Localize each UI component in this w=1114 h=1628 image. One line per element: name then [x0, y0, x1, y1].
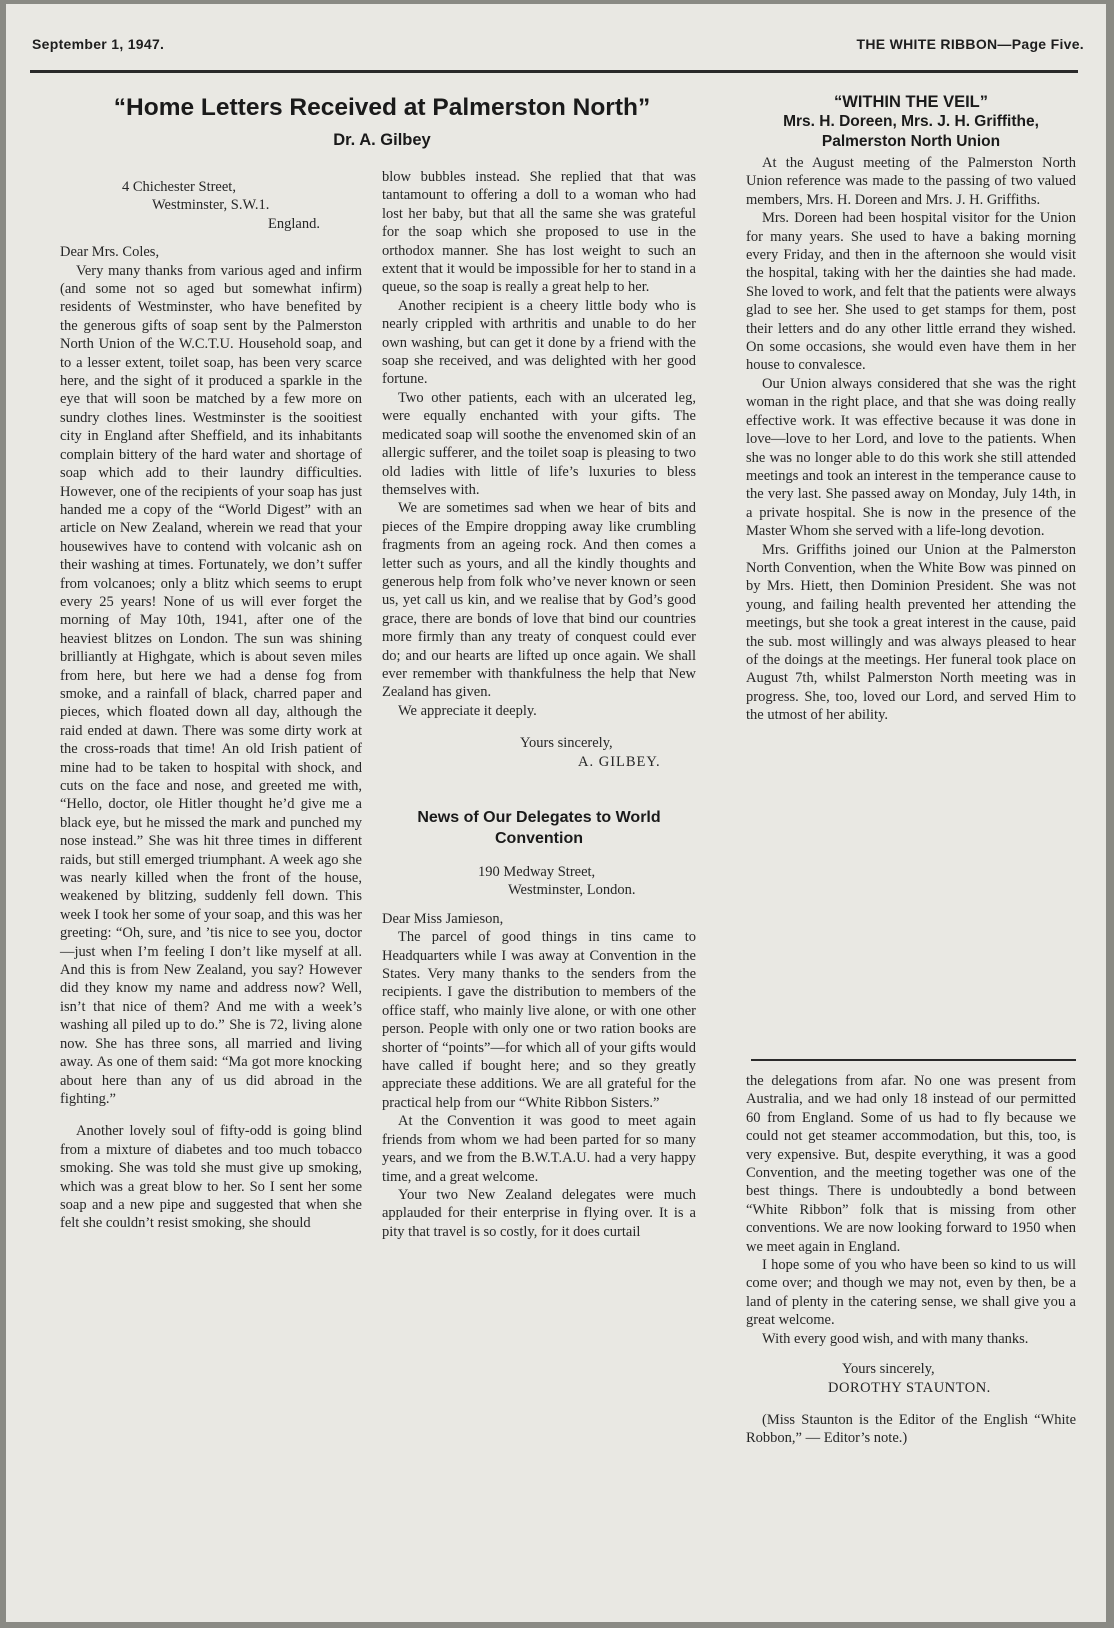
column-3: [746, 92, 1076, 725]
paragraph: Your two New Zealand delegates were much applauded for their enterprise in flying over. It is a pity that travel is so costly, for it does curtail: [382, 1186, 696, 1240]
paragraph: Mrs. Doreen had been hospital visitor for the Union for many years. She used to have a baking morning every Friday, and then in the afternoon she would visit the hospital, taking with her the dainties she had made. She loved to work, and felt that the patients were always glad to see her. She used to get stamps for them, post their letters and do any other little errand they wished. On some occasions, she would even have them in her house to convalesce.: [746, 210, 1076, 374]
paragraph: We appreciate it deeply.: [398, 702, 537, 719]
paragraph: Another lovely soul of fifty-odd is going blind from a mixture of diabetes and too much tobacco smoking. She was told she must give up smoking, which was a great blow to her. So I sent her some soap and a new pipe and suggested that when she felt she couldn’t resist smoking, she should: [60, 1123, 362, 1232]
page-header: THE WHITE RIBBON—Page Five.: [856, 36, 1084, 52]
paragraph: The parcel of good things in tins came to Headquarters while I was away at Convention in the States. Very many thanks to the senders from the recipients. I gave the distribution to members of the office staff, who mainly live alone, or with one other person. People with only one or two ration books are shorter of “points”—for which all of your gifts would have called if bought here; and so they greatly appreciate these additions. We are all grateful for the practical help from our “White Ribbon Sisters.”: [382, 929, 696, 1111]
signature: A. GILBEY.: [578, 753, 661, 770]
closing: Yours sincerely,: [842, 1361, 935, 1378]
paragraph: I hope some of you who have been so kind to us will come over; and though we may not, even by then, be a land of plenty in the catering sense, we shall give you a great welcome.: [746, 1257, 1076, 1329]
address-line: Westminster, S.W.1.: [152, 197, 270, 214]
newspaper-page: [6, 4, 1106, 1622]
editor-note: (Miss Staunton is the Editor of the English “White Robbon,” — Editor’s note.): [746, 1411, 1076, 1447]
address-line: England.: [268, 215, 320, 232]
article-subtitle: Mrs. H. Doreen, Mrs. J. H. Griffithe,: [783, 113, 1039, 130]
column-3-continued: [746, 1072, 1076, 1448]
paragraph: Very many thanks from various aged and infirm (and some not so aged but somewhat infirm) residents of Westminster, who have benefited by the generous gifts of soap sent by the Palmerston North Union of the W.C.T.U. Household soap, and to a lesser extent, toilet soap, has been very scarce here, and the sight of it produced a sparkle in the eye that will soon be matched by a few more on sundry clothes lines. Westminster is the sooitiest city in England after Sheffield, and its inhabitants complain bittery of the hard water and shortage of soap which add to their laundry difficulties. However, one of the recipients of your soap has just handed me a copy of the “World Digest” with an article on New Zealand, wherein we read that your housewives have to contend with volcanic ash on their washing at times. Fortunately, we don’t suffer from volcanoes; only a blitz which seems to erupt every 25 years! None of us will ever forget the morning of May 10th, 1941, after one of the heaviest blitzes on London. The sun was shining brilliantly at Highgate, which is about seven miles from here, but here we had a dense fog from smoke, and a rainfall of black, charred paper and pieces, which floated down all day, although the raid ended at dawn. There was some dirty work at the cross-roads that time! An old Irish patient of mine had to be taken to hospital with shock, and cuts on the face and nose, and greeted me with, “Hello, doctor, ole Hitler thought he’d give me a black eye, but he missed the mark and punched my nose instead.” She was hit three times in different raids, but still emerged triumphant. A week ago she was nearly killed when the front of the house, weakened by blitzing, suddenly fell down. This week I took her some of your soap, and this was her greeting: “Oh, sure, and ’tis nice to see you, doctor—just when I’m feeling I don’t like myself at all. And this is from New Zealand, you say? However did they know my name and address now? Well, isn’t that nice of them? And me with a week’s washing all piled up to do.” She is 72, living alone now. She has three sons, all married and living away. As one of them said: “Ma got more knocking about here than any of us did abroad in the fighting.”: [60, 262, 363, 1107]
closing: Yours sincerely,: [520, 735, 613, 752]
paragraph: Another recipient is a cheery little body who is nearly crippled with arthritis and unable to do her own washing, but can get it done by a friend with the soap she received, and was delighted with her good fortune.: [382, 297, 696, 388]
section-divider: [751, 1059, 1076, 1061]
article-title: “WITHIN THE VEIL”: [834, 93, 988, 111]
article-subtitle: Palmerston North Union: [821, 133, 1001, 150]
letter-address: [60, 178, 362, 233]
paragraph: Two other patients, each with an ulcerated leg, were equally enchanted with your gifts. The medicated soap will soothe the envenomed skin of an allergic sufferer, and the toilet soap is pleasing to two old ladies with little of life’s luxuries to bless themselves with.: [382, 389, 696, 498]
paragraph: At the Convention it was good to meet again friends from whom we had been parted for so many years, and we from the B.W.T.A.U. had a very happy time, and a great welcome.: [382, 1113, 696, 1185]
address-line: Westminster, London.: [508, 882, 636, 899]
article-title: “Home Letters Received at Palmerston North”: [113, 94, 651, 121]
paragraph: blow bubbles instead. She replied that that was tantamount to offering a doll to a woman who had lost her baby, but that all the same she was grateful for the soap which she proposed to use in the orthodox manner. She has lost weight to such an extent that it would be impossible for her to stand in a queue, so the soap is really a great help to her.: [382, 169, 696, 296]
salutation: Dear Mrs. Coles,: [60, 244, 160, 261]
signature: DOROTHY STAUNTON.: [828, 1379, 991, 1396]
salutation: Dear Miss Jamieson,: [382, 910, 504, 927]
paragraph: With every good wish, and with many thanks.: [762, 1330, 1029, 1347]
letter-address: [382, 863, 696, 900]
paragraph: the delegations from afar. No one was present from Australia, and we had only 18 instead of our permitted 60 from England. Some of us had to fly because we could not get steamer accommodation, but this, too, is very expensive. But, despite everything, it was a good Convention, and the meeting together was one of the best things. There is undoubtedly a bond between “White Ribbon” folk that is missing from other conventions. We are now looking forward to 1950 when we meet again in England.: [746, 1073, 1076, 1255]
paragraph: We are sometimes sad when we hear of bits and pieces of the Empire dropping away like crumbling fragments from an ageing rock. And then comes a letter such as yours, and all the kindly thoughts and generous help from folk who’ve never known or seen us, yet call us kin, and we realise that by God’s good grace, there are bonds of love that bind our countries more firmly than any treaty of conquest could ever do; and our hearts are lifted up once again. We shall ever remember with thankfulness the help that New Zealand has given.: [382, 500, 696, 701]
issue-date: September 1, 1947.: [32, 36, 165, 52]
column-2: [382, 168, 696, 1241]
header-rule: [30, 70, 1078, 73]
paragraph: At the August meeting of the Palmerston North Union reference was made to the passing of two valued members, Mrs. H. Doreen and Mrs. J. H. Griffiths.: [746, 155, 1076, 208]
article-title: News of Our Delegates to World Convention: [417, 809, 661, 847]
column-1: [60, 178, 362, 1233]
article-byline: Dr. A. Gilbey: [333, 131, 431, 149]
address-line: 4 Chichester Street,: [122, 179, 236, 195]
paragraph: Mrs. Griffiths joined our Union at the Palmerston North Convention, when the White Bow was pinned on by Mrs. Hiett, then Dominion President. She was not young, and failing health prevented her attending the meetings, but she took a great interest in the cause, paid the sub. most willingly and was always pleased to hear of the doings at the meetings. Her funeral took place on August 7th, whilst Palmerston North meeting was in progress. She, too, loved our Lord, and served Him to the utmost of her ability.: [746, 541, 1076, 724]
address-line: 190 Medway Street,: [478, 864, 596, 880]
paragraph: Our Union always considered that she was the right woman in the right place, and that she was doing really effective work. It was effective because it was done in love—love to her Lord, and love to the patients. When she was no longer able to do this work she still attended meetings and took an interest in the temperance cause to the very last. She passed away on Monday, July 14th, in a private hospital. She is now in the presence of the Master Whom she served with a life-long devotion.: [746, 375, 1076, 540]
